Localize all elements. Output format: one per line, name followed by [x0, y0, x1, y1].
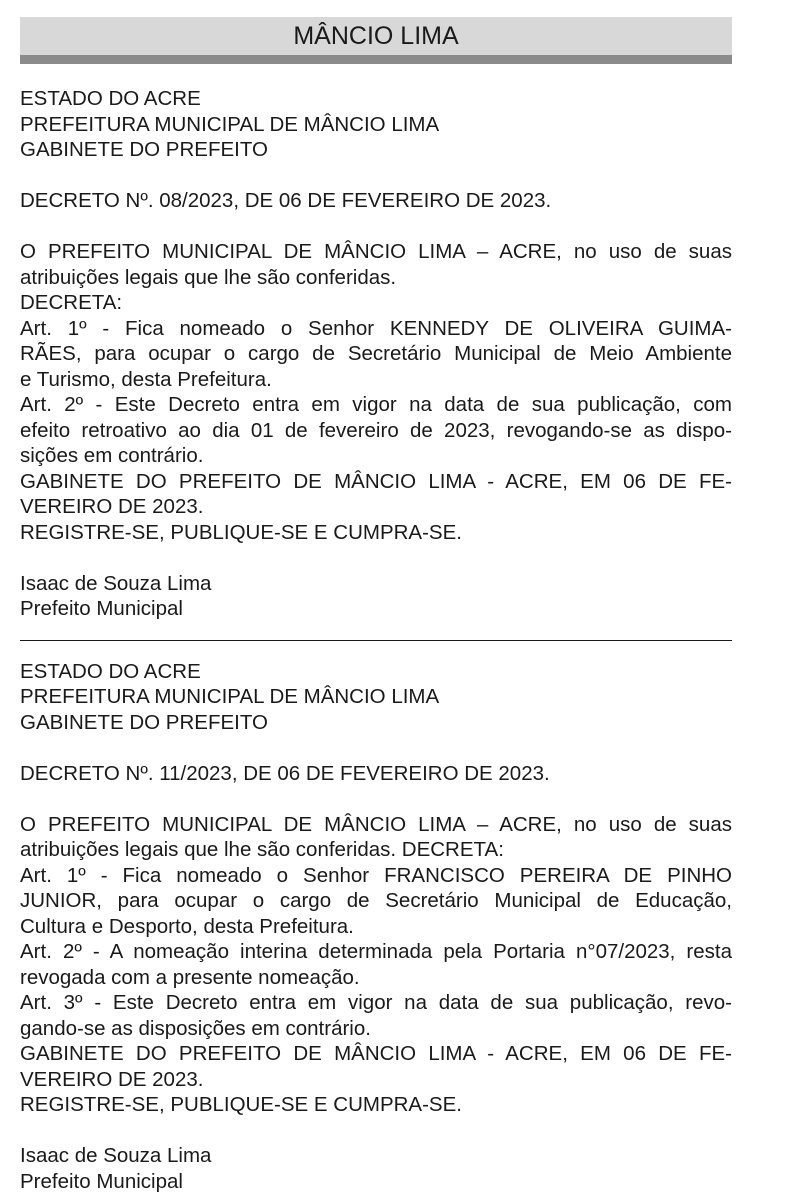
preamble-line: O PREFEITO MUNICIPAL DE MÂNCIO LIMA – ACRE, no uso de suas	[20, 812, 732, 838]
prefecture-line: PREFEITURA MUNICIPAL DE MÂNCIO LIMA	[20, 684, 732, 710]
article-line: e Turismo, desta Prefeitura.	[20, 367, 732, 393]
article-line: Art. 3º - Este Decreto entra em vigor na data de sua publicação, revo-	[20, 990, 732, 1016]
document-content	[20, 86, 732, 1194]
closing-line: GABINETE DO PREFEITO DE MÂNCIO LIMA - ACRE, EM 06 DE FE-	[20, 469, 732, 495]
signatory-name: Isaac de Souza Lima	[20, 571, 732, 597]
preamble-line: atribuições legais que lhe são conferidas.	[20, 265, 732, 291]
article-line: Cultura e Desporto, desta Prefeitura.	[20, 914, 732, 940]
blank-line	[20, 163, 732, 189]
article-line: RÃES, para ocupar o cargo de Secretário Municipal de Meio Ambiente	[20, 341, 732, 367]
blank-line	[20, 735, 732, 761]
decree-number: DECRETO Nº. 08/2023, DE 06 DE FEVEREIRO DE 2023.	[20, 188, 732, 214]
blank-line	[20, 545, 732, 571]
signatory-name: Isaac de Souza Lima	[20, 1143, 732, 1169]
state-line: ESTADO DO ACRE	[20, 86, 732, 112]
signatory-title: Prefeito Municipal	[20, 596, 732, 622]
banner-title: MÂNCIO LIMA	[20, 17, 732, 55]
office-line: GABINETE DO PREFEITO	[20, 710, 732, 736]
decree-block-1	[20, 86, 732, 622]
section-divider	[20, 640, 732, 641]
decree-block-2	[20, 659, 732, 1194]
article-line: Art. 2º - A nomeação interina determinada pela Portaria n°07/2023, resta	[20, 939, 732, 965]
preamble-line: atribuições legais que lhe são conferidas. DECRETA:	[20, 837, 732, 863]
section-banner	[20, 17, 732, 65]
article-line: revogada com a presente nomeação.	[20, 965, 732, 991]
article-line: sições em contrário.	[20, 443, 732, 469]
article-line: gando-se as disposições em contrário.	[20, 1016, 732, 1042]
article-line: efeito retroativo ao dia 01 de fevereiro de 2023, revogando-se as dispo-	[20, 418, 732, 444]
article-line: Art. 1º - Fica nomeado o Senhor KENNEDY DE OLIVEIRA GUIMA-	[20, 316, 732, 342]
signatory-title: Prefeito Municipal	[20, 1169, 732, 1194]
closing-line: REGISTRE-SE, PUBLIQUE-SE E CUMPRA-SE.	[20, 1092, 732, 1118]
article-line: Art. 1º - Fica nomeado o Senhor FRANCISCO PEREIRA DE PINHO	[20, 863, 732, 889]
preamble-line: O PREFEITO MUNICIPAL DE MÂNCIO LIMA – ACRE, no uso de suas	[20, 239, 732, 265]
blank-line	[20, 1118, 732, 1144]
office-line: GABINETE DO PREFEITO	[20, 137, 732, 163]
closing-line: REGISTRE-SE, PUBLIQUE-SE E CUMPRA-SE.	[20, 520, 732, 546]
state-line: ESTADO DO ACRE	[20, 659, 732, 685]
closing-line: GABINETE DO PREFEITO DE MÂNCIO LIMA - ACRE, EM 06 DE FE-	[20, 1041, 732, 1067]
blank-line	[20, 786, 732, 812]
document-page	[20, 17, 732, 1194]
decree-number: DECRETO Nº. 11/2023, DE 06 DE FEVEREIRO DE 2023.	[20, 761, 732, 787]
decreta-line: DECRETA:	[20, 290, 732, 316]
prefecture-line: PREFEITURA MUNICIPAL DE MÂNCIO LIMA	[20, 112, 732, 138]
closing-line: VEREIRO DE 2023.	[20, 494, 732, 520]
article-line: JUNIOR, para ocupar o cargo de Secretário Municipal de Educação,	[20, 888, 732, 914]
closing-line: VEREIRO DE 2023.	[20, 1067, 732, 1093]
article-line: Art. 2º - Este Decreto entra em vigor na data de sua publicação, com	[20, 392, 732, 418]
blank-line	[20, 214, 732, 240]
banner-shadow-bar	[20, 55, 732, 64]
